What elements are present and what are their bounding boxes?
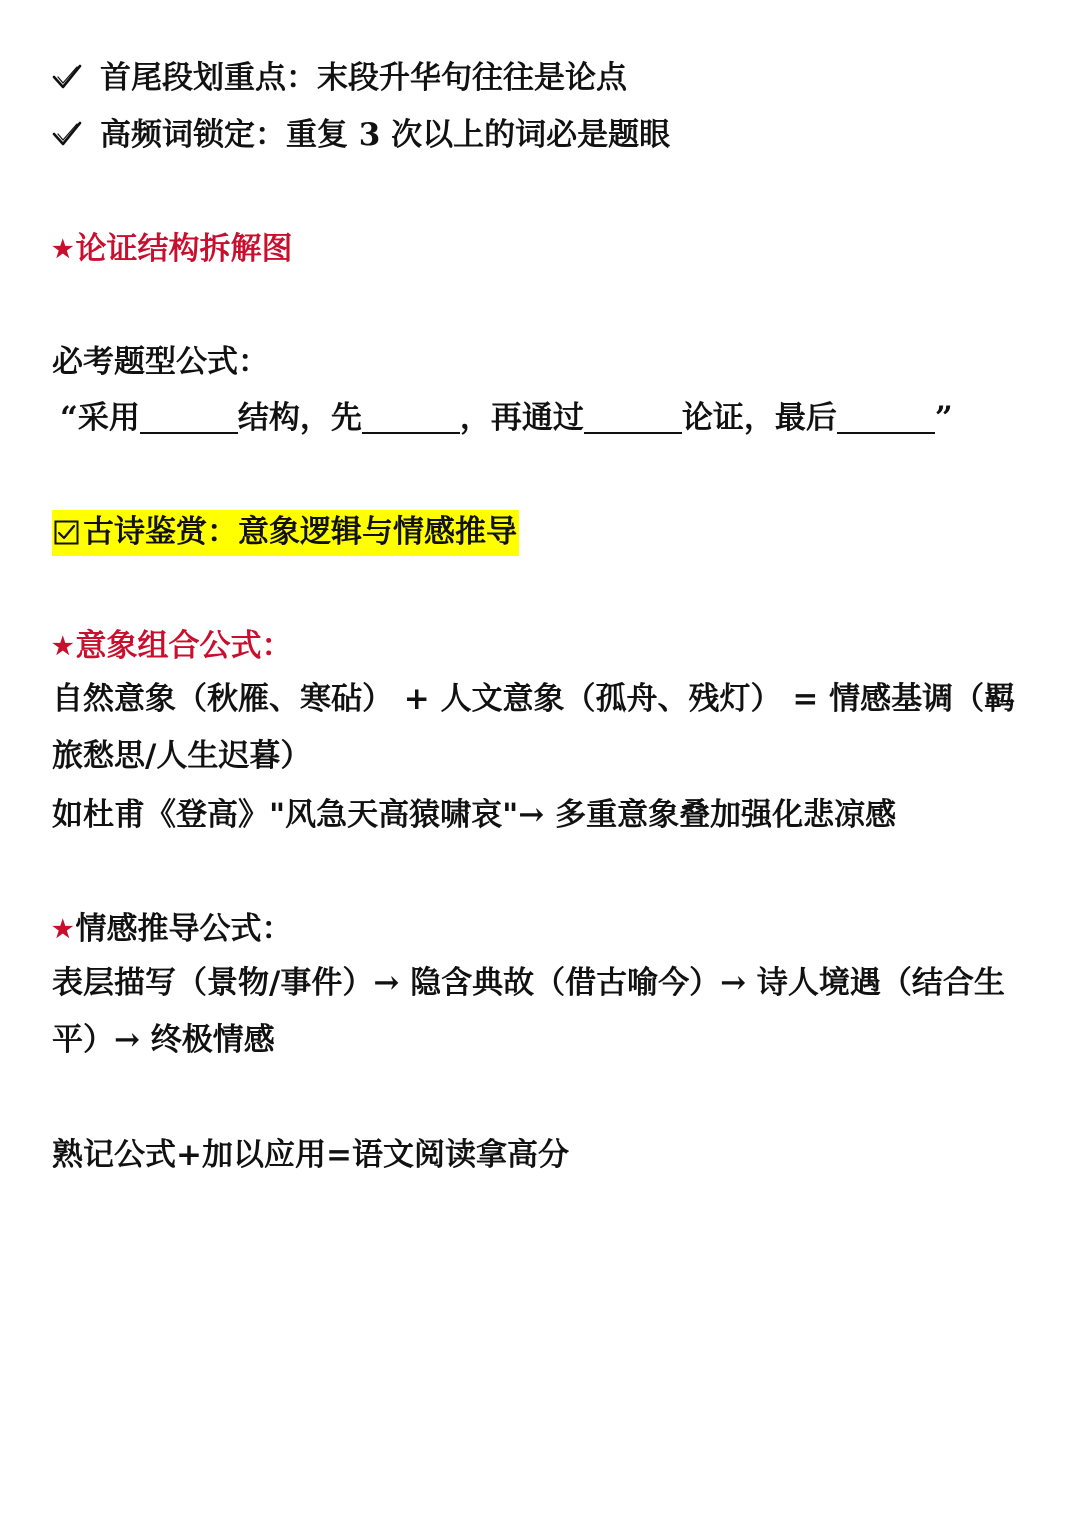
summary-line: 熟记公式+加以应用=语文阅读拿高分 [52,1137,569,1173]
formula-part: 论证，最后 [681,400,837,436]
section-title: 论证结构拆解图 [75,231,293,267]
section-heading-poetry [52,512,519,552]
checklist-text: 首尾段划重点：末段升华句往往是论点 [100,60,627,96]
formula-part: ，再通过 [459,400,584,436]
imagery-heading [52,626,293,666]
formula-part: “采用 [60,400,140,436]
checkmark-icon [52,119,82,149]
checkbox-icon [54,520,79,545]
star-icon: ★ [52,234,74,263]
star-icon: ★ [52,631,74,660]
checklist-item [52,115,670,155]
formula-part: 结构，先 [237,400,362,436]
checkmark-icon [52,62,82,92]
blank-line [837,404,935,434]
poetry-title: 古诗鉴赏：意象逻辑与情感推导 [83,514,517,550]
checklist-item [52,58,627,98]
checklist-text: 高频词锁定：重复 3 次以上的词必是题眼 [100,117,671,153]
emotion-heading [52,909,293,949]
formula-heading: 必考题型公式： [52,344,269,380]
emotion-heading-text: 情感推导公式： [75,911,293,947]
highlighted-heading [52,510,519,556]
blank-line [362,404,460,434]
imagery-example: 如杜甫《登高》"风急天高猿啸哀"→ 多重意象叠加强化悲凉感 [52,797,897,833]
fill-in-formula [60,398,953,438]
formula-part: ” [934,400,953,436]
imagery-formula: 自然意象（秋雁、寒砧） + 人文意象（孤舟、残灯） = 情感基调（羁旅愁思/人生迟暮） [52,681,1016,774]
imagery-heading-text: 意象组合公式： [75,628,293,664]
star-icon: ★ [52,914,74,943]
blank-line [584,404,682,434]
blank-line [140,404,238,434]
emotion-formula: 表层描写（景物/事件）→ 隐含典故（借古喻今）→ 诗人境遇（结合生平）→ 终极情感 [52,965,1005,1058]
section-heading-argument [52,229,293,269]
